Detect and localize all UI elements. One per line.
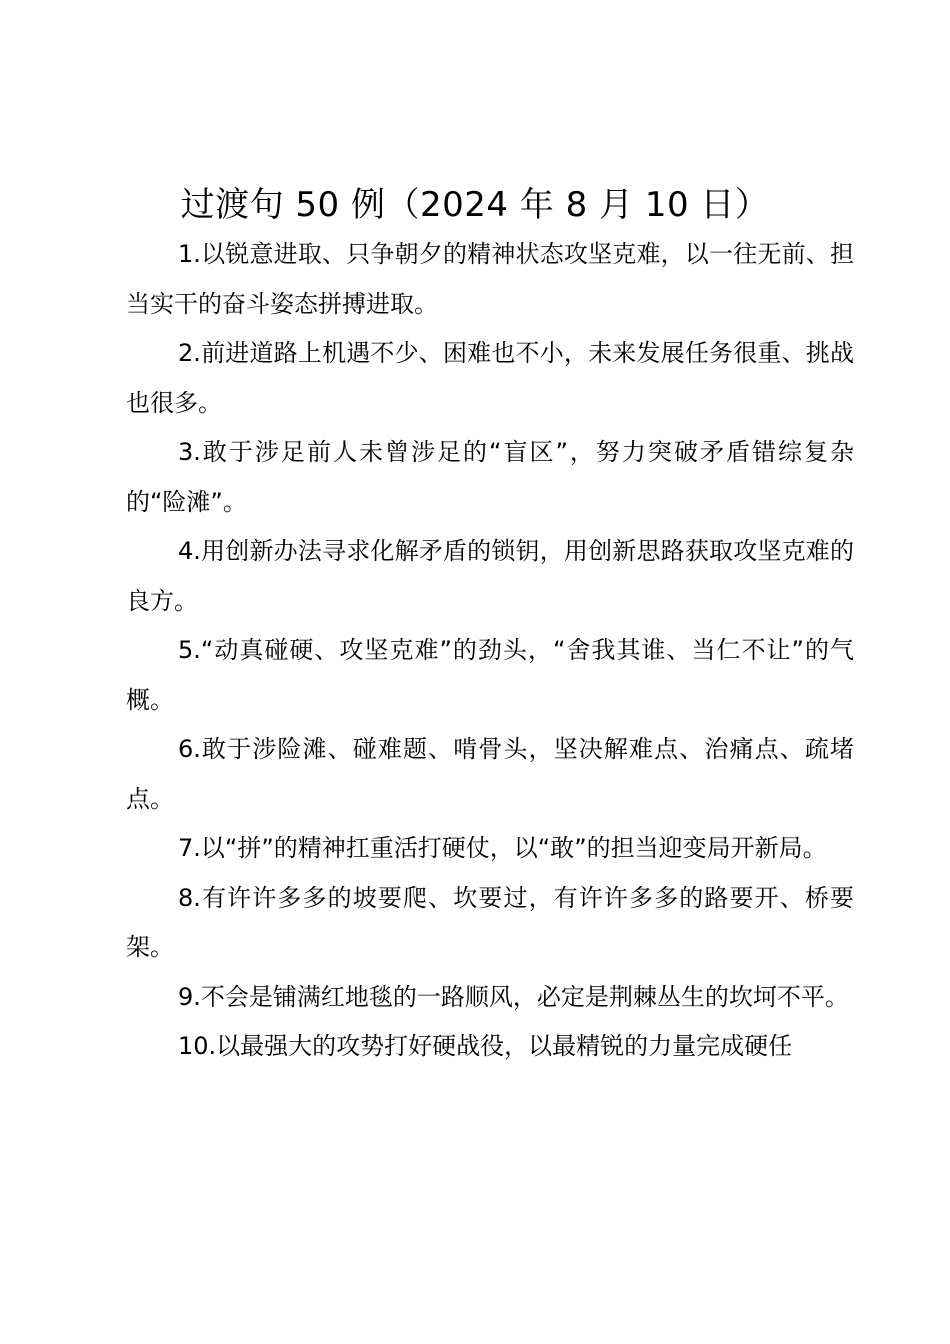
paragraph-10: 10.以最强大的攻势打好硬战役，以最精锐的力量完成硬任: [178, 1032, 793, 1060]
paragraph-5: 5.“动真碰硬、攻坚克难”的劲头，“舍我其谁、当仁不让”的气概。: [126, 636, 854, 714]
document-body: [126, 230, 854, 1072]
document-title: 过渡句 50 例（2024 年 8 月 10 日）: [180, 185, 770, 225]
paragraph-8: 8.有许许多多的坡要爬、坎要过，有许许多多的路要开、桥要架。: [126, 883, 854, 961]
paragraph-3: 3.敢于涉足前人未曾涉足的“盲区”，努力突破矛盾错综复杂的“险滩”。: [126, 438, 854, 516]
paragraph-1: 1.以锐意进取、只争朝夕的精神状态攻坚克难，以一往无前、担当实干的奋斗姿态拼搏进取。: [126, 240, 854, 318]
paragraph-6: 6.敢于涉险滩、碰难题、啃骨头，坚决解难点、治痛点、疏堵点。: [126, 735, 854, 813]
paragraph-4: 4.用创新办法寻求化解矛盾的锁钥，用创新思路获取攻坚克难的良方。: [126, 537, 854, 615]
paragraph-2: 2.前进道路上机遇不少、困难也不小，未来发展任务很重、挑战也很多。: [126, 339, 854, 417]
paragraph-9: 9.不会是铺满红地毯的一路顺风，必定是荆棘丛生的坎坷不平。: [178, 982, 849, 1011]
paragraph-7: 7.以“拼”的精神扛重活打硬仗，以“敢”的担当迎变局开新局。: [178, 834, 827, 862]
